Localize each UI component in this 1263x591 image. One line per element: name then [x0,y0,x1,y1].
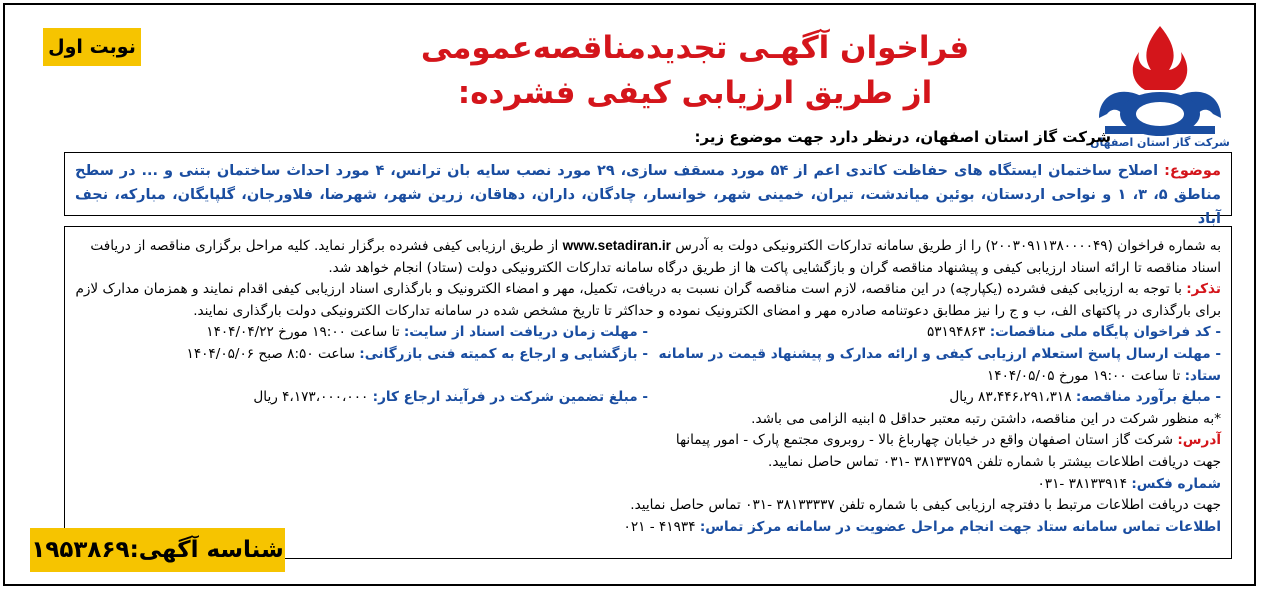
note-text: با توجه به ارزیابی کیفی فشرده (یکپارچه) در این مناقصه، لازم است مناقصه گران نسبت به دریافت، تکمیل، مهر و امضاء الکترونیک و بارگذاری اسناد ارزیابی کیفی اقدام نمایند و همزمان مدارک لازم برای بارگذاری در پاکتهای الف، ب و ج را نیز مطابق دعوتنامه صادره مهر و امضای الکترونیک نموده و حداکثر تا تاریخ مشخص شده در سامانه تدارکات الکترونیکی دولت بارگذاری نمایند. [75,281,1221,319]
setad-contact-value: ۴۱۹۳۴ - ۰۲۱ [623,518,696,535]
reply-deadline-item [648,344,1221,387]
subject-label: موضوع: [1164,163,1221,179]
setad-url-link[interactable]: www.setadiran.ir [562,238,671,253]
fax-line [75,474,1221,496]
doc-deadline-value: تا ساعت ۱۹:۰۰ مورخ ۱۴۰۴/۰۴/۲۲ [206,324,400,341]
address-line [75,430,1221,452]
fax-label: شماره فکس: [1131,475,1221,492]
paragraph-tender-info [75,235,1221,279]
subject-box [64,152,1232,227]
requirement-text: *به منظور شرکت در این مناقصه، داشتن رتبه معتبر حداقل ۵ ابنیه الزامی می باشد. [751,410,1221,427]
address-text: شرکت گاز استان اصفهان واقع در خیابان چهارباغ بالا - روبروی مجتمع پارک - امور پیمانها [675,432,1174,449]
estimate-label: - مبلغ برآورد مناقصه: [1075,389,1221,406]
guarantee-label: - مبلغ تضمین شرکت در فرآیند ارجاع کار: [372,389,648,406]
guarantee-item [75,387,648,409]
setad-contact-label: اطلاعات تماس سامانه ستاد جهت انجام مراحل عضویت در سامانه مرکز تماس: [699,518,1221,535]
address-label: آدرس: [1177,432,1221,449]
quality-phone-text: جهت دریافت اطلاعات مرتبط با دفترچه ارزیابی کیفی با شماره تلفن ۳۸۱۳۳۳۳۷ -۰۳۱ تماس حاصل نمایید. [630,497,1221,514]
title-line-1: فراخوان آگهـی تجدیدمناقصه‌عمومی [420,30,970,66]
subject-text: اصلاح ساختمان ایستگاه های حفاظت کاتدی اعم از ۵۴ مورد مسقف سازی، ۲۹ مورد نصب سایه بان ترانس، ۴ مورد احداث ساختمان بتنی و ... در سطح مناطق ۵، ۳، ۱ و نواحی اردستان، بوئین میاندشت، تیران، خمینی شهر، خوانسار، چادگان، داران، دهاقان، زرین شهر، شهرضا، فلاورجان، گلپایگان، مبارکه، نجف آباد [75,163,1221,227]
setad-contact-line [75,517,1221,539]
details-row-2 [75,344,1221,387]
logo-caption: شرکت گاز استان اصفهان [1090,136,1230,149]
details-row-1 [75,322,1221,344]
opening-label: - بازگشایی و ارجاع به کمیته فنی بازرگانی: [359,345,648,362]
intro-text: شرکت گاز استان اصفهان، درنظر دارد جهت موضوع زیر: [694,128,1111,146]
details-row-3 [75,387,1221,409]
reply-label: - مهلت ارسال پاسخ استعلام ارزیابی کیفی و ارائه مدارک و پیشنهاد قیمت در سامانه ستاد: [658,345,1221,384]
fax-value: ۳۸۱۳۳۹۱۴ -۰۳۱ [1037,475,1128,492]
tender-number-text: به شماره فراخوان (۲۰۰۳۰۹۱۱۳۸۰۰۰۰۴۹) را از طریق سامانه تدارکات الکترونیکی دولت به آدرس [675,238,1221,254]
guarantee-value: ۴،۱۷۳،۰۰۰،۰۰۰ ریال [253,389,369,406]
doc-deadline-label: - مهلت زمان دریافت اسناد از سایت: [403,324,648,341]
tender-process-text: از طریق ارزیابی کیفی فشرده برگزار نماید. کلیه مراحل برگزاری مناقصه از دریافت اسناد مناقصه تا ارائه اسناد ارزیابی کیفی و پیشنهاد مناقصه گران و بازگشایی پاکت ها از طریق درگاه سامانه تدارکات الکترونیکی دولت (ستاد) انجام خواهد شد. [90,238,1221,276]
info-phone-text: جهت دریافت اطلاعات بیشتر با شماره تلفن ۳۸۱۳۳۷۵۹ -۰۳۱ تماس حاصل نمایید. [768,453,1221,470]
code-label: - کد فراخوان پایگاه ملی مناقصات: [989,324,1221,341]
ad-title [300,26,1090,116]
round-badge: نوبت اول [43,28,141,66]
paragraph-note [75,279,1221,322]
reply-value: تا ساعت ۱۹:۰۰ مورخ ۱۴۰۴/۰۵/۰۵ [987,367,1181,384]
note-label: تذکر: [1186,281,1221,298]
national-code-item [648,322,1221,344]
body-box [64,226,1232,559]
doc-deadline-item [75,322,648,344]
code-value: ۵۳۱۹۴۸۶۳ [926,324,986,341]
ad-id-badge: شناسه آگهی:۱۹۵۳۸۶۹ [30,528,285,572]
opening-item [75,344,648,387]
estimate-value: ۸۳،۴۴۶،۲۹۱،۳۱۸ ریال [949,389,1072,406]
title-line-2: از طریق ارزیابی کیفی فشرده: [457,75,933,111]
estimate-item [648,387,1221,409]
opening-value: ساعت ۸:۵۰ صبح ۱۴۰۴/۰۵/۰۶ [186,345,355,362]
